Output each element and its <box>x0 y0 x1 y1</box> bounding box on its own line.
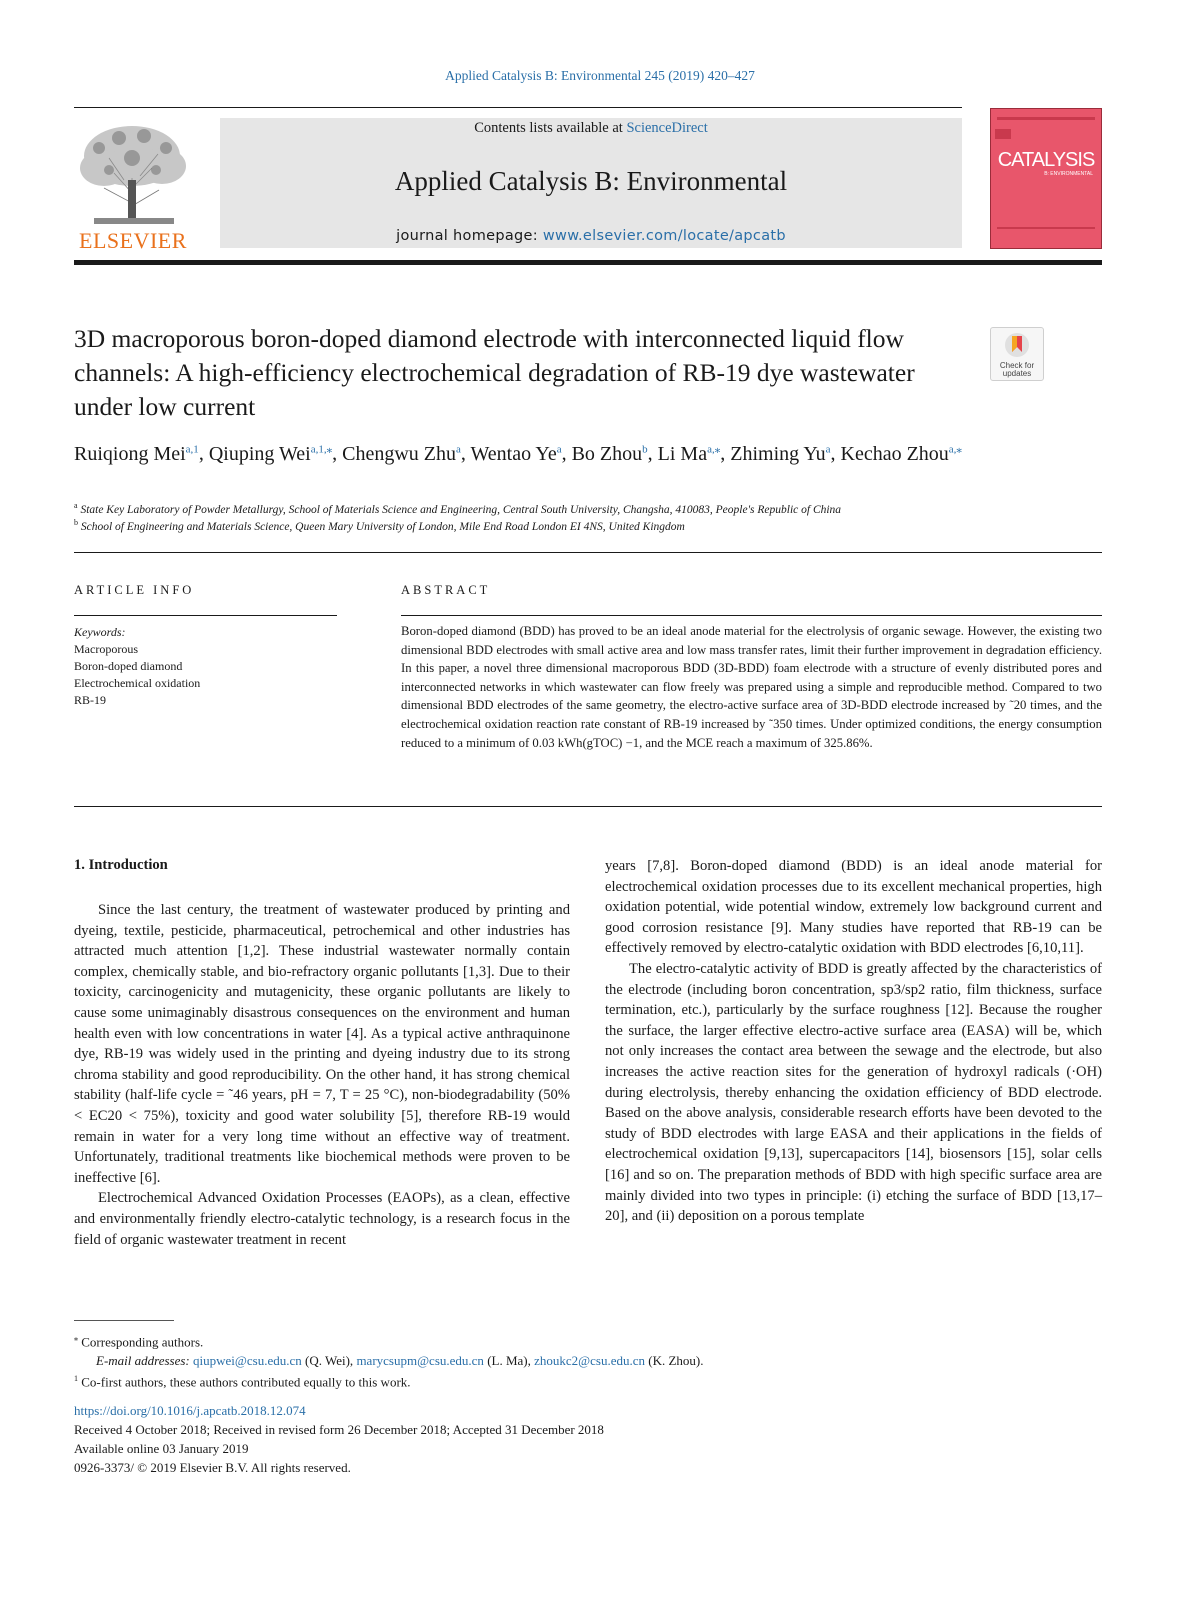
body-paragraph: years [7,8]. Boron-doped diamond (BDD) is an ideal anode material for electrochemical oxidation processes due to its excellent mechanical properties, high oxidation potential, wide potential window, extremely low background current and good corrosion resistance [9]. Many studies have reported that RB-19 can be effectively removed by electro-catalytic oxidation with BDD electrodes [6,10,11]. <box>605 858 1102 957</box>
cover-tag <box>995 129 1011 139</box>
author-name[interactable] <box>841 443 962 465</box>
author-separator: , <box>720 442 731 465</box>
author-name-text: Chengwu Zhu <box>342 442 456 465</box>
affiliation-text: School of Engineering and Materials Science, Queen Mary University of London, Mile End Road London EI 4NS, United Kingdom <box>80 520 685 533</box>
author-name-text: Wentao Ye <box>470 442 557 465</box>
journal-citation[interactable]: Applied Catalysis B: Environmental 245 (2019) 420–427 <box>445 68 755 83</box>
author-separator: , <box>332 442 343 465</box>
homepage-prefix: journal homepage: <box>396 228 538 244</box>
author-affiliation-mark: a <box>556 443 562 455</box>
body-paragraph: Electrochemical Advanced Oxidation Processes (EAOPs), as a clean, effective and environmentally friendly electro-catalytic technology, is a research focus in the field of organic wastewater treatment in recent <box>74 1190 570 1248</box>
footnote-one-mark: 1 <box>74 1374 78 1384</box>
article-info-rule <box>74 615 337 616</box>
contents-prefix: Contents lists available at <box>474 120 623 136</box>
doi-link[interactable]: https://doi.org/10.1016/j.apcatb.2018.12.074 <box>74 1403 306 1418</box>
keywords-block <box>74 624 334 709</box>
bookmark-icon <box>1004 332 1030 360</box>
author-affiliation-mark: a,⁎ <box>948 443 962 455</box>
available-online: Available online 03 January 2019 <box>74 1441 249 1456</box>
abstract-heading: ABSTRACT <box>401 583 491 597</box>
affiliation-mark: a <box>74 501 78 510</box>
author-separator: , <box>198 442 209 465</box>
author-name[interactable] <box>342 443 461 465</box>
email-link[interactable]: qiupwei@csu.edu.cn <box>193 1352 302 1368</box>
affiliation-b <box>74 518 1074 533</box>
check-for-updates-label: Check for updates <box>999 361 1035 378</box>
header-top-rule <box>74 107 962 108</box>
introduction-heading: 1. Introduction <box>74 857 168 873</box>
author-affiliation-mark: a,⁎ <box>707 443 721 455</box>
cover-stripe <box>997 117 1095 120</box>
author-name-text: Ruiqiong Mei <box>74 442 186 465</box>
header-thick-rule <box>74 260 1102 265</box>
journal-name: Applied Catalysis B: Environmental <box>394 166 788 196</box>
sciencedirect-link[interactable]: ScienceDirect <box>626 120 708 136</box>
affiliation-mark: b <box>74 518 78 527</box>
body-paragraph: Since the last century, the treatment of wastewater produced by printing and dyeing, textile, pesticide, pharmaceutical, petrochemical and other industries has attracted much attention [1,2]. These industrial wastewater normally contain complex, chemically stable, and bio-refractory organic pollutants [1,3]. Due to their toxicity, carcinogenicity and mutagenicity, these organic pollutants are likely to cause some unimaginably disastrous consequences on the environment and human health even with low concentrations in water [4]. As a typical active anthraquinone dye, RB-19 was widely used in the printing and dyeing industry due to its strong chroma stability and good reproducibility. On the other hand, it has strong chemical stability (half-life cycle = ˜46 years, pH = 7, T = 25 °C), non-biodegradability (50% < EC20 < 75%), toxicity and good water solubility [5], therefore RB-19 would remain in water for a very long time without an effective way of treatment. Unfortunately, traditional treatments like biochemical methods were proven to be ineffective [6]. <box>74 902 570 1186</box>
journal-homepage <box>220 228 962 244</box>
author-name[interactable] <box>658 443 721 465</box>
homepage-link[interactable]: www.elsevier.com/locate/apcatb <box>542 228 786 244</box>
body-column-right <box>605 856 1102 1227</box>
keyword-item: Macroporous <box>74 642 138 656</box>
corresponding-text: Corresponding authors. <box>81 1334 204 1350</box>
abstract-bottom-rule <box>74 806 1102 807</box>
keyword-item: Boron-doped diamond <box>74 659 183 673</box>
email-note <box>74 1352 1074 1371</box>
journal-banner <box>220 118 962 248</box>
affiliation-a <box>74 501 1074 516</box>
cofirst-note <box>74 1370 1074 1392</box>
author-affiliation-mark: a <box>456 443 461 455</box>
author-affiliation-mark: a,1,⁎ <box>310 443 333 455</box>
abstract-text: Boron-doped diamond (BDD) has proved to be an ideal anode material for the electrolysis of organic sewage. However, the existing two dimensional BDD electrodes with small active area and low mass transfer rates, limit their further improvement in degradation efficiency. In this paper, a novel three dimensional macroporous BDD (3D-BDD) foam electrode with a structure of evenly distributed pores and interconnected networks in which wastewater can flow freely was prepared using a simple and reproducible method. Compared to two dimensional BDD electrodes of the same geometry, the electro-active surface area of 3D-BDD electrode increased by ˜20 times, and the electrochemical oxidation reaction rate constant of RB-19 increased by ˜350 times. Under optimized conditions, the energy consumption reduced to a minimum of 0.03 kWh(gTOC) −1, and the MCE reach a maximum of 325.86%. <box>401 624 1102 750</box>
article-title: 3D macroporous boron-doped diamond electrode with interconnected liquid flow channels: A high-efficiency electrochemical degradation of RB-19 dye wastewater under low current <box>74 324 915 421</box>
copyright: 0926-3373/ © 2019 Elsevier B.V. All rights reserved. <box>74 1460 351 1475</box>
affiliation-rule <box>74 552 1102 553</box>
email-label: E-mail addresses: <box>96 1352 190 1368</box>
cover-footer-band <box>997 227 1095 229</box>
footnote-rule <box>74 1320 174 1321</box>
author-list <box>74 436 994 467</box>
author-affiliation-mark: a,1 <box>185 443 199 455</box>
author-name[interactable] <box>471 443 562 465</box>
abstract-rule <box>401 615 1102 616</box>
keywords-label: Keywords: <box>74 625 126 639</box>
author-name[interactable] <box>730 443 830 465</box>
author-name[interactable] <box>209 443 332 465</box>
author-separator: , <box>647 442 658 465</box>
author-name-text: Qiuping Wei <box>208 442 311 465</box>
email-link[interactable]: zhoukc2@csu.edu.cn <box>534 1352 646 1368</box>
contents-available <box>220 120 962 137</box>
email-link[interactable]: marycsupm@csu.edu.cn <box>356 1352 484 1368</box>
author-name[interactable] <box>572 443 648 465</box>
cofirst-text: Co-first authors, these authors contributed equally to this work. <box>81 1374 411 1390</box>
author-affiliation-mark: b <box>642 443 648 455</box>
cover-title: CATALYSIS <box>997 149 1095 171</box>
publication-info <box>74 1401 1074 1477</box>
author-separator: , <box>460 442 471 465</box>
author-name-text: Zhiming Yu <box>730 442 826 465</box>
body-column-left <box>74 900 570 1250</box>
author-affiliation-mark: a <box>825 443 831 455</box>
author-name-text: Li Ma <box>657 442 708 465</box>
email-owner: (K. Zhou). <box>648 1352 704 1368</box>
check-for-updates-button[interactable] <box>990 327 1044 381</box>
keyword-item: RB-19 <box>74 693 107 707</box>
elsevier-wordmark: ELSEVIER <box>79 228 187 253</box>
author-name-text: Kechao Zhou <box>840 442 949 465</box>
journal-cover[interactable] <box>990 108 1102 249</box>
email-owner: (Q. Wei), <box>305 1352 354 1368</box>
affiliation-text: State Key Laboratory of Powder Metallurgy, School of Materials Science and Engineering, Central South University, Changsha, 410083, People's Republic of China <box>80 503 842 516</box>
email-owner: (L. Ma), <box>487 1352 531 1368</box>
author-name-text: Bo Zhou <box>571 442 643 465</box>
cover-subtitle: B: ENVIRONMENTAL <box>1044 171 1093 177</box>
author-separator: , <box>830 442 841 465</box>
corresponding-note <box>74 1330 1074 1352</box>
article-info-heading: ARTICLE INFO <box>74 583 195 597</box>
footnotes <box>74 1330 1074 1392</box>
author-separator: , <box>561 442 572 465</box>
author-name[interactable] <box>74 443 199 465</box>
received-dates: Received 4 October 2018; Received in revised form 26 December 2018; Accepted 31 December 2018 <box>74 1422 604 1437</box>
body-paragraph: The electro-catalytic activity of BDD is greatly affected by the characteristics of the electrode (including boron concentration, sp3/sp2 ratio, film thickness, surface termination, etc.), particularly by the surface roughness [12]. Because the rougher the surface, the larger effective electro-active surface area (EASA) will be, which not only increases the contact area between the sewage and the electrode, but also increases the active reaction sites for the generation of hydroxyl radicals (·OH) during electrolysis, thereby enhancing the oxidation efficiency of BDD electrode. Based on the above analysis, considerable research efforts have been devoted to the study of BDD electrodes with large EASA and their applications in the fields of electrochemical oxidation [9,13], supercapacitors [14], biosensors [15], solar cells [16] and so on. The preparation methods of BDD with high specific surface area are mainly divided into two types in principle: (i) etching the surface of BDD [13,17–20], and (ii) deposition on a porous template <box>605 960 1102 1225</box>
asterisk-mark: ⁎ <box>74 1334 78 1343</box>
keyword-item: Electrochemical oxidation <box>74 676 201 690</box>
